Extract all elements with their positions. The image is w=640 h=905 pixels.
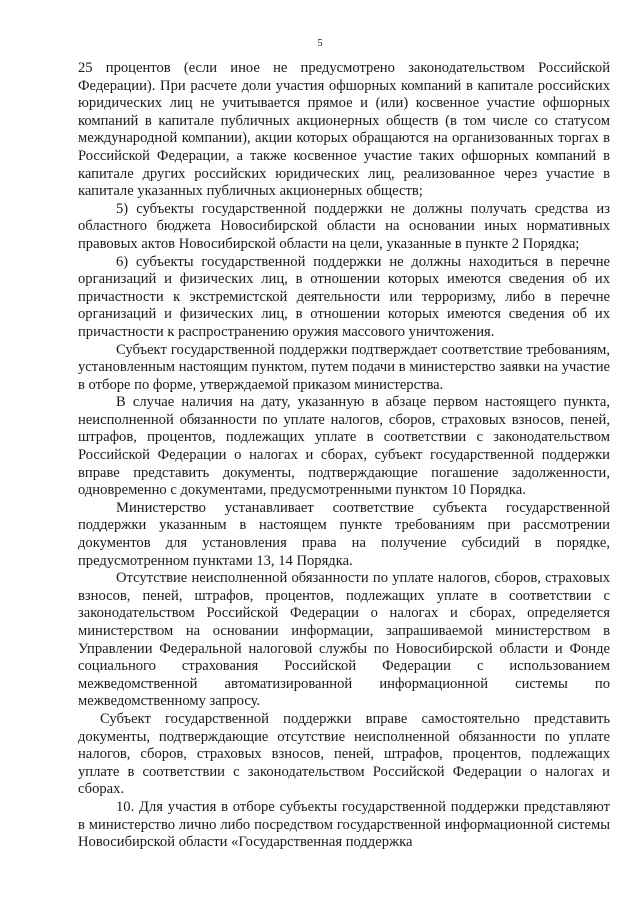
document-body bbox=[78, 60, 610, 852]
paragraph-debt-case: В случае наличия на дату, указанную в абзаце первом настоящего пункта, неисполненной обязанности по уплате налогов, сборов, страховых взносов, пеней, штрафов, процентов, подлежащих уплате в соответствии с законодательством Российской Федерации о налогах и сборах, субъект государственной поддержки вправе представить документы, подтверждающие погашение задолженности, одновременно с документами, предусмотренными пунктом 10 Порядка. bbox=[78, 394, 610, 499]
paragraph-item-10: 10. Для участия в отборе субъекты государственной поддержки представляют в министерство лично либо посредством государственной информационной системы Новосибирской области «Государственная поддержка bbox=[78, 798, 610, 851]
paragraph-ministry-check: Министерство устанавливает соответствие субъекта государственной поддержки указанным в настоящем пункте требованиям при рассмотрении документов для установления права на получение субсидий в порядке, предусмотренном пунктами 13, 14 Порядка. bbox=[78, 499, 610, 569]
paragraph-item-6: 6) субъекты государственной поддержки не должны находиться в перечне организаций и физических лиц, в отношении которых имеются сведения об их причастности к экстремистской деятельности или терроризму, либо в перечне организаций и физических лиц, в отношении которых имеются сведения об их причастности к распространению оружия массового уничтожения. bbox=[78, 253, 610, 340]
paragraph-continuation: 25 процентов (если иное не предусмотрено законодательством Российской Федерации). При расчете доли участия офшорных компаний в капитале российских юридических лиц не учитывается прямое и (или) косвенное участие офшорных компаний в капитале публичных акционерных обществ (в том числе со статусом международной компании), акции которых обращаются на организованных торгах в Российской Федерации, а также косвенное участие таких офшорных компаний в капитале других российских юридических лиц, реализованное через участие в капитале указанных публичных акционерных обществ; bbox=[78, 60, 610, 200]
paragraph-item-5: 5) субъекты государственной поддержки не должны получать средства из областного бюджета Новосибирской области на основании иных нормативных правовых актов Новосибирской области на цели, указанные в пункте 2 Порядка; bbox=[78, 200, 610, 252]
paragraph-self-submission: Субъект государственной поддержки вправе самостоятельно представить документы, подтверждающие отсутствие неисполненной обязанности по уплате налогов, сборов, страховых взносов, пеней, штрафов, процентов, подлежащих уплате в соответствии с законодательством Российской Федерации о налогах и сборах. bbox=[78, 710, 610, 798]
paragraph-absence-of-debt: Отсутствие неисполненной обязанности по уплате налогов, сборов, страховых взносов, пеней, штрафов, процентов, подлежащих уплате в соответствии с законодательством Российской Федерации о налогах и сборах, определяется министерством на основании информации, запрашиваемой министерством в Управлении Федеральной налоговой службы по Новосибирской области и Фонде социального страхования Российской Федерации с использованием межведомственной автоматизированной информационной системы по межведомственному запросу. bbox=[78, 570, 610, 710]
paragraph-confirmation: Субъект государственной поддержки подтверждает соответствие требованиям, установленным настоящим пунктом, путем подачи в министерство заявки на участие в отборе по форме, утверждаемой приказом министерства. bbox=[78, 341, 610, 393]
page-number: 5 bbox=[317, 38, 323, 49]
